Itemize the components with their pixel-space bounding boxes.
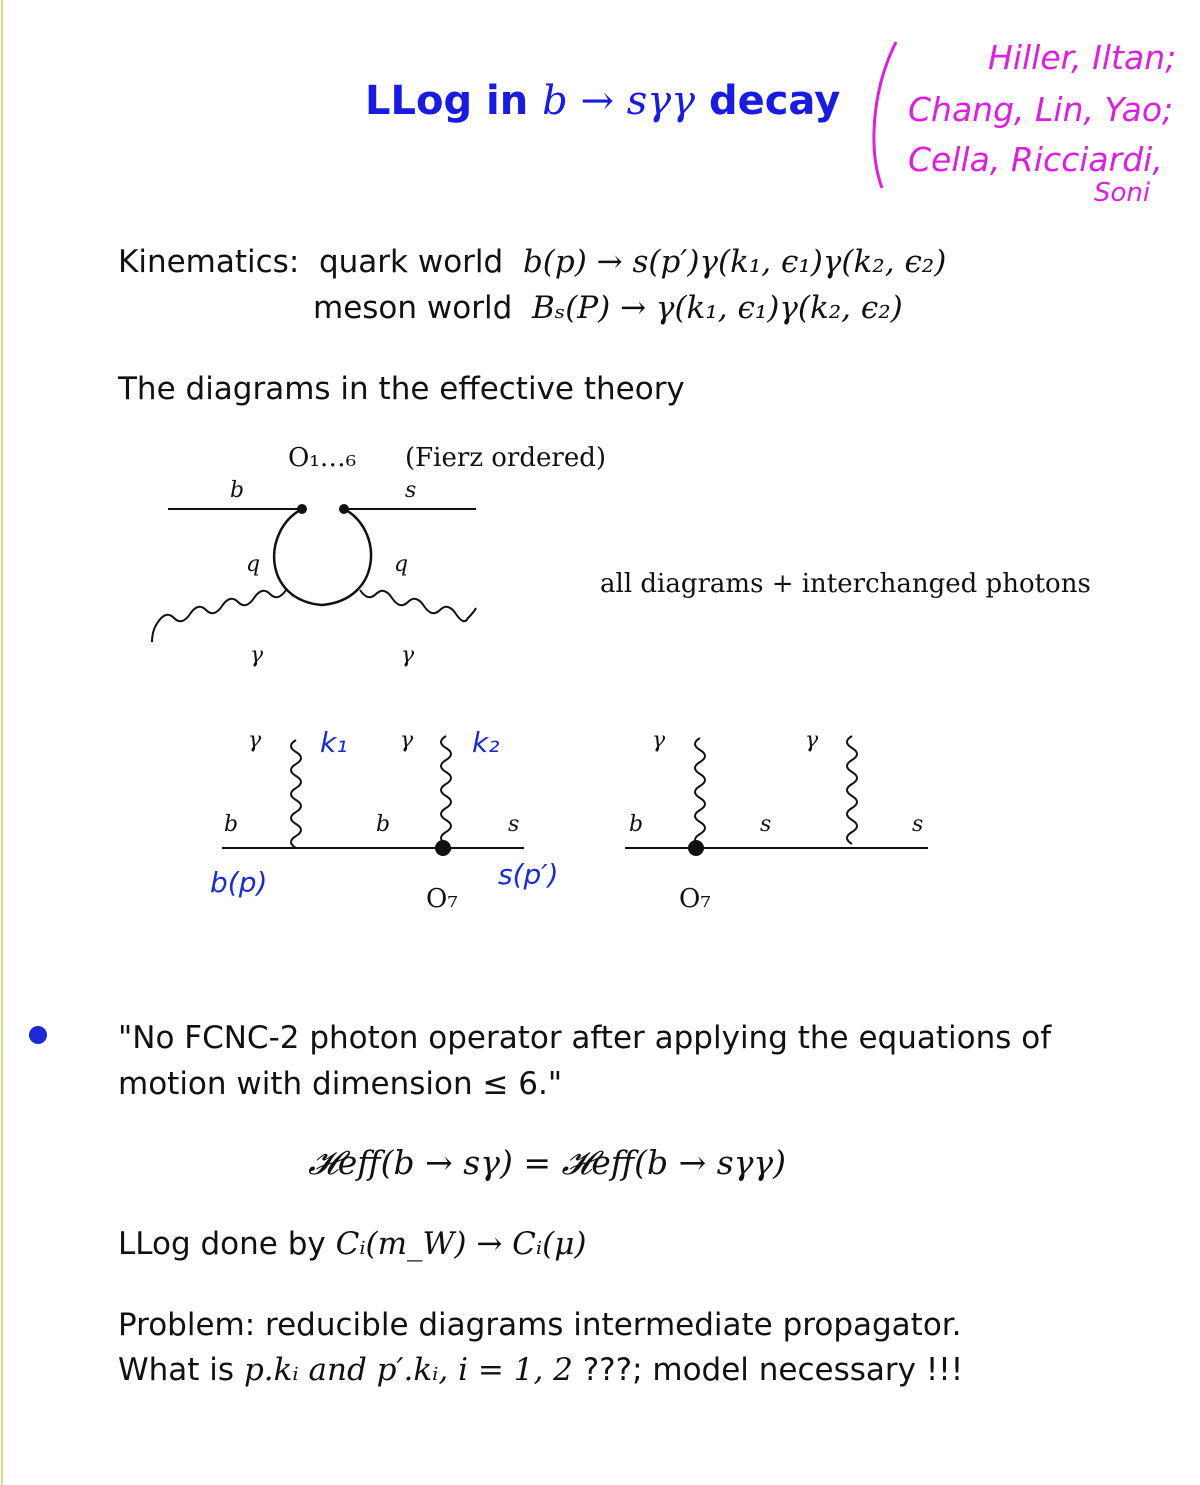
photon-k1 <box>291 740 301 848</box>
b-label: b <box>224 812 239 837</box>
photon-line <box>847 736 857 844</box>
s-label: s <box>912 812 924 837</box>
b-label: b <box>230 478 245 503</box>
s-label: s <box>405 478 417 503</box>
s-label: s <box>508 812 520 837</box>
photon-line <box>695 738 705 846</box>
problem-line-1: Problem: reducible diagrams intermediate propagator. <box>118 1307 962 1343</box>
gamma-label: γ <box>652 728 666 753</box>
problem-line-2: What is p.kᵢ and p′.kᵢ, i = 1, 2 ???; model necessary !!! <box>118 1352 964 1388</box>
ref-line-3: Cella, Ricciardi, <box>908 140 1163 179</box>
gamma-label: γ <box>805 728 819 753</box>
llog-line: LLog done by Cᵢ(m_W) → Cᵢ(μ) <box>118 1226 587 1262</box>
ref-line-2: Chang, Lin, Yao; <box>908 90 1174 129</box>
o7-label: O₇ <box>679 884 711 914</box>
operator-o16-label: O₁…₆ <box>288 443 357 473</box>
o7-label: O₇ <box>426 884 458 914</box>
gamma-label-right: γ <box>401 643 415 668</box>
quote-line-2: motion with dimension ≤ 6." <box>118 1066 563 1102</box>
q-label-left: q <box>246 552 261 577</box>
gamma-label: γ <box>248 728 262 753</box>
hand-k2: k₂ <box>472 726 500 759</box>
page-title: LLog in b → sγγ decay <box>365 78 841 124</box>
b-label: b <box>376 812 391 837</box>
hand-bp: b(p) <box>210 866 268 899</box>
diagrams-heading: The diagrams in the effective theory <box>118 371 685 407</box>
gamma-label: γ <box>400 728 414 753</box>
gamma-label-left: γ <box>250 643 264 668</box>
all-diagrams-note: all diagrams + interchanged photons <box>600 569 1091 599</box>
hand-sp: s(p′) <box>498 858 559 891</box>
heff-equation: 𝓗eff(b → sγ) = 𝓗eff(b → sγγ) <box>308 1143 787 1182</box>
ref-line-1: Hiller, Iltan; <box>988 38 1177 77</box>
fierz-note: (Fierz ordered) <box>405 443 606 473</box>
kinematics-quark-line: Kinematics: quark world b(p) → s(p′)γ(k₁, ϵ₁)γ(k₂, ϵ₂) <box>118 244 947 280</box>
kinematics-meson-line: meson world Bₛ(P) → γ(k₁, ϵ₁)γ(k₂, ϵ₂) <box>313 290 903 326</box>
photon-k2 <box>441 736 451 854</box>
b-label: b <box>629 812 644 837</box>
q-label-right: q <box>394 552 409 577</box>
quote-line-1: "No FCNC-2 photon operator after applying the equations of <box>118 1020 1052 1056</box>
s-label: s <box>760 812 772 837</box>
ref-line-4: Soni <box>1094 178 1151 208</box>
hand-k1: k₁ <box>320 726 348 759</box>
